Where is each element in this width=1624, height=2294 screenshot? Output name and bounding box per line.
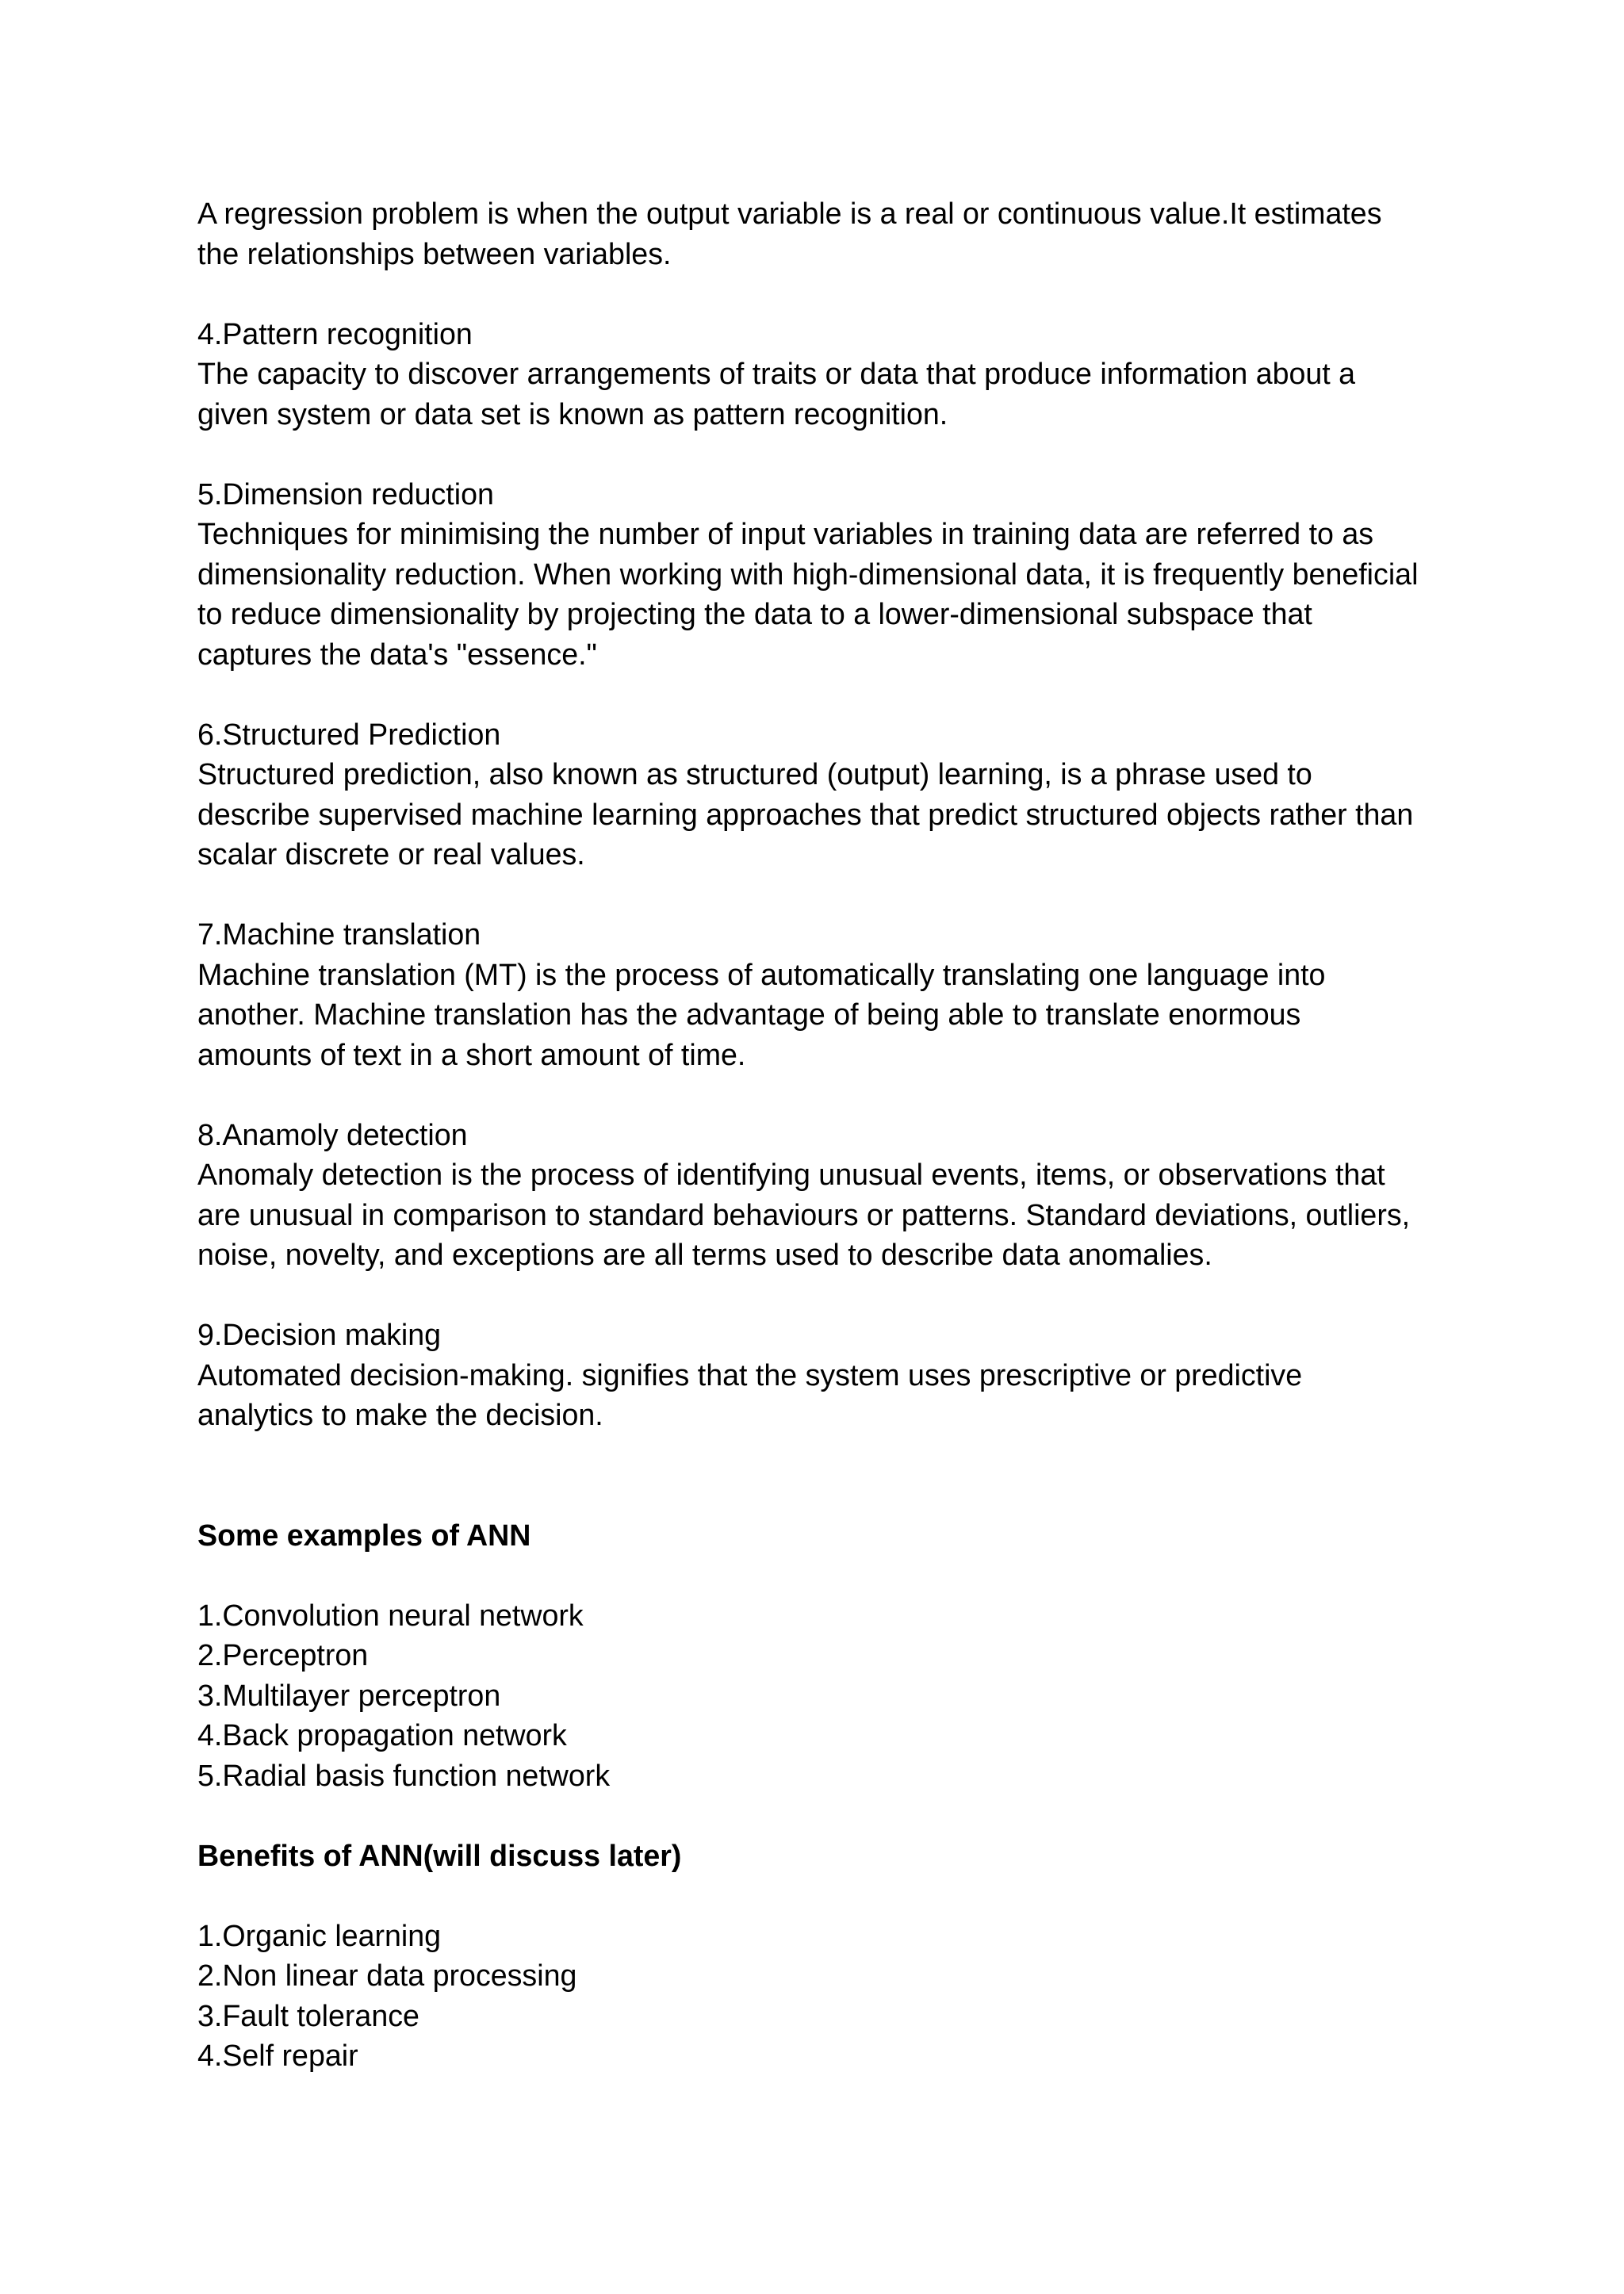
text-line: captures the data's "essence.": [197, 637, 597, 671]
section-title: 7.Machine translation: [197, 917, 481, 951]
text-line: given system or data set is known as pattern recognition.: [197, 396, 948, 431]
list-item: 3.Multilayer perceptron: [197, 1678, 501, 1712]
benefits-heading-block: [197, 1836, 1442, 1876]
text-line: Techniques for minimising the number of input variables in training data are referred to as: [197, 517, 1374, 550]
text-line: amounts of text in a short amount of time.: [197, 1037, 746, 1071]
text-line: describe supervised machine learning approaches that predict structured objects rather than: [197, 797, 1414, 831]
list-item: 2.Perceptron: [197, 1638, 369, 1672]
text-line: noise, novelty, and exceptions are all terms used to describe data anomalies.: [197, 1238, 1212, 1271]
list-item: 1.Convolution neural network: [197, 1598, 584, 1632]
text-line: Structured prediction, also known as structured (output) learning, is a phrase used to: [197, 757, 1312, 791]
text-line: Anomaly detection is the process of identifying unusual events, items, or observations that: [197, 1158, 1385, 1191]
text-line: dimensionality reduction. When working with high-dimensional data, it is frequently beneficial: [197, 557, 1419, 591]
section-anomaly-detection: [197, 1115, 1442, 1275]
list-item: 1.Organic learning: [197, 1918, 442, 1952]
text-line: the relationships between variables.: [197, 236, 672, 270]
section-title: 4.Pattern recognition: [197, 316, 473, 350]
text-line: are unusual in comparison to standard behaviours or patterns. Standard deviations, outliers,: [197, 1197, 1411, 1231]
section-pattern-recognition: [197, 314, 1442, 435]
examples-list: [197, 1595, 1442, 1796]
benefits-list: [197, 1916, 1442, 2076]
benefits-heading: Benefits of ANN(will discuss later): [197, 1838, 682, 1872]
list-item: 2.Non linear data processing: [197, 1959, 577, 1992]
intro-paragraph: [197, 193, 1442, 274]
section-machine-translation: [197, 914, 1442, 1074]
text-line: The capacity to discover arrangements of traits or data that produce information about a: [197, 357, 1356, 390]
text-line: analytics to make the decision.: [197, 1398, 603, 1431]
text-line: A regression problem is when the output variable is a real or continuous value.It estimates: [197, 197, 1382, 230]
document-body: [197, 193, 1442, 2076]
text-line: scalar discrete or real values.: [197, 837, 585, 871]
list-item: 4.Back propagation network: [197, 1718, 567, 1752]
examples-heading-block: [197, 1515, 1442, 1556]
section-title: 6.Structured Prediction: [197, 717, 501, 751]
text-line: Machine translation (MT) is the process of automatically translating one language into: [197, 957, 1326, 991]
text-line: to reduce dimensionality by projecting the data to a lower-dimensional subspace that: [197, 597, 1312, 630]
section-decision-making: [197, 1315, 1442, 1435]
list-item: 4.Self repair: [197, 2039, 358, 2072]
examples-heading: Some examples of ANN: [197, 1518, 531, 1552]
section-title: 5.Dimension reduction: [197, 477, 494, 511]
section-dimension-reduction: [197, 474, 1442, 675]
text-line: another. Machine translation has the advantage of being able to translate enormous: [197, 998, 1301, 1031]
list-item: 3.Fault tolerance: [197, 1998, 419, 2032]
section-structured-prediction: [197, 714, 1442, 875]
section-title: 8.Anamoly detection: [197, 1117, 468, 1151]
text-line: Automated decision-making. signifies that the system uses prescriptive or predictive: [197, 1358, 1303, 1392]
section-title: 9.Decision making: [197, 1318, 442, 1351]
list-item: 5.Radial basis function network: [197, 1758, 611, 1792]
